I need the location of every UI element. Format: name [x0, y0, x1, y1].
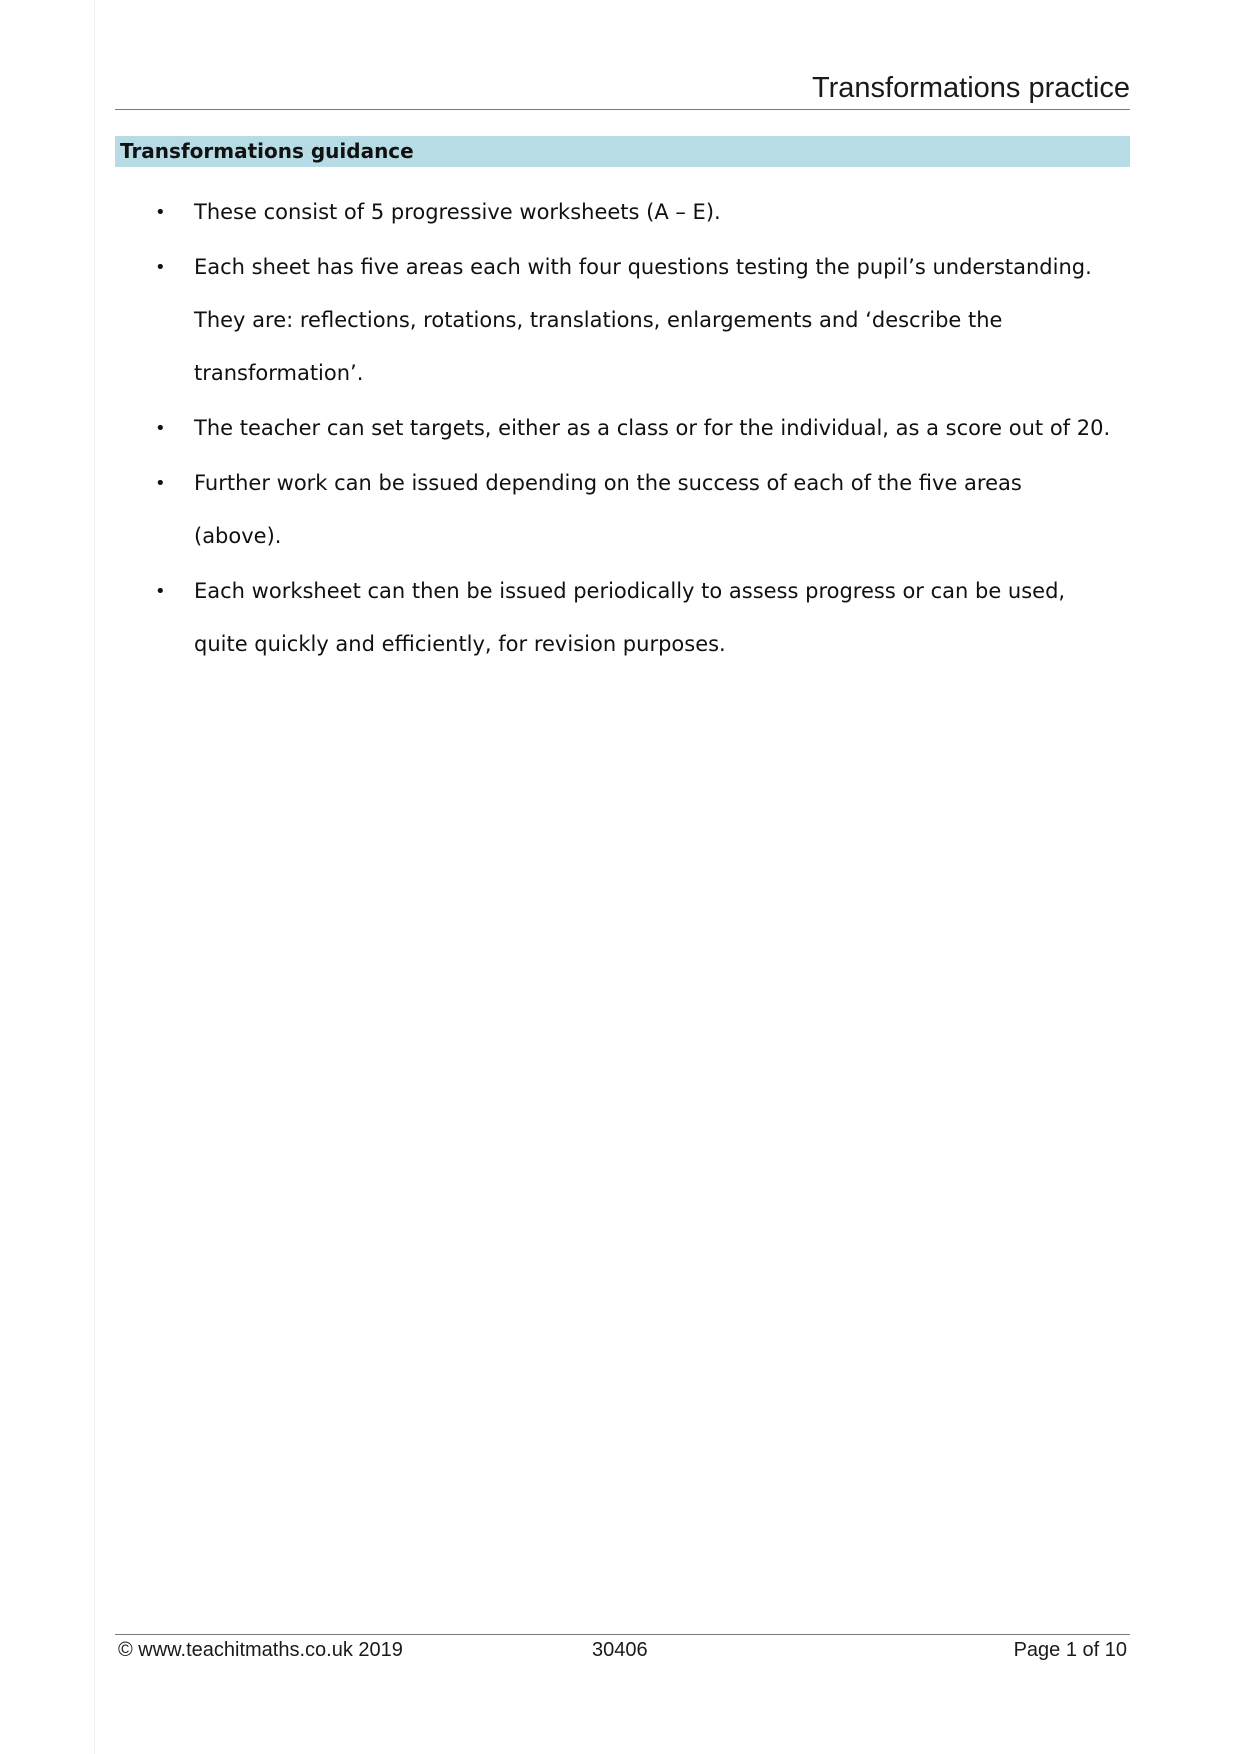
guidance-item-text: These consist of 5 progressive worksheets (A – E).: [194, 200, 721, 224]
bullet-icon: •: [155, 418, 166, 439]
guidance-item-1: [155, 186, 1115, 239]
guidance-item-5: [155, 565, 1115, 671]
guidance-item-2: [155, 241, 1115, 400]
guidance-item-text: The teacher can set targets, either as a class or for the individual, as a score out of 20.: [194, 416, 1111, 440]
footer-resource-code: 30406: [592, 1639, 648, 1661]
guidance-item-4: [155, 457, 1115, 563]
guidance-item-text: Further work can be issued depending on the success of each of the five areas (above).: [194, 471, 1022, 548]
guidance-list: [155, 186, 1115, 673]
page-edge: [94, 0, 95, 1754]
bullet-icon: •: [155, 473, 166, 494]
footer: [115, 1639, 1130, 1665]
bullet-icon: •: [155, 257, 166, 278]
guidance-item-text: Each worksheet can then be issued periodically to assess progress or can be used, quite quickly and efficiently, for revision purposes.: [194, 579, 1066, 656]
footer-rule: [115, 1634, 1130, 1635]
guidance-item-text: Each sheet has five areas each with four questions testing the pupil’s understanding. They are: reflections, rotations, translations, enlargements and ‘describe the transformation’.: [194, 255, 1092, 385]
guidance-item-3: [155, 402, 1115, 455]
bullet-icon: •: [155, 202, 166, 223]
header-rule: [115, 109, 1130, 110]
footer-copyright: © www.teachitmaths.co.uk 2019: [118, 1639, 403, 1661]
section-heading: Transformations guidance: [115, 136, 1130, 167]
page-title: Transformations practice: [811, 72, 1130, 104]
footer-page-number: Page 1 of 10: [1013, 1639, 1127, 1661]
bullet-icon: •: [155, 581, 166, 602]
